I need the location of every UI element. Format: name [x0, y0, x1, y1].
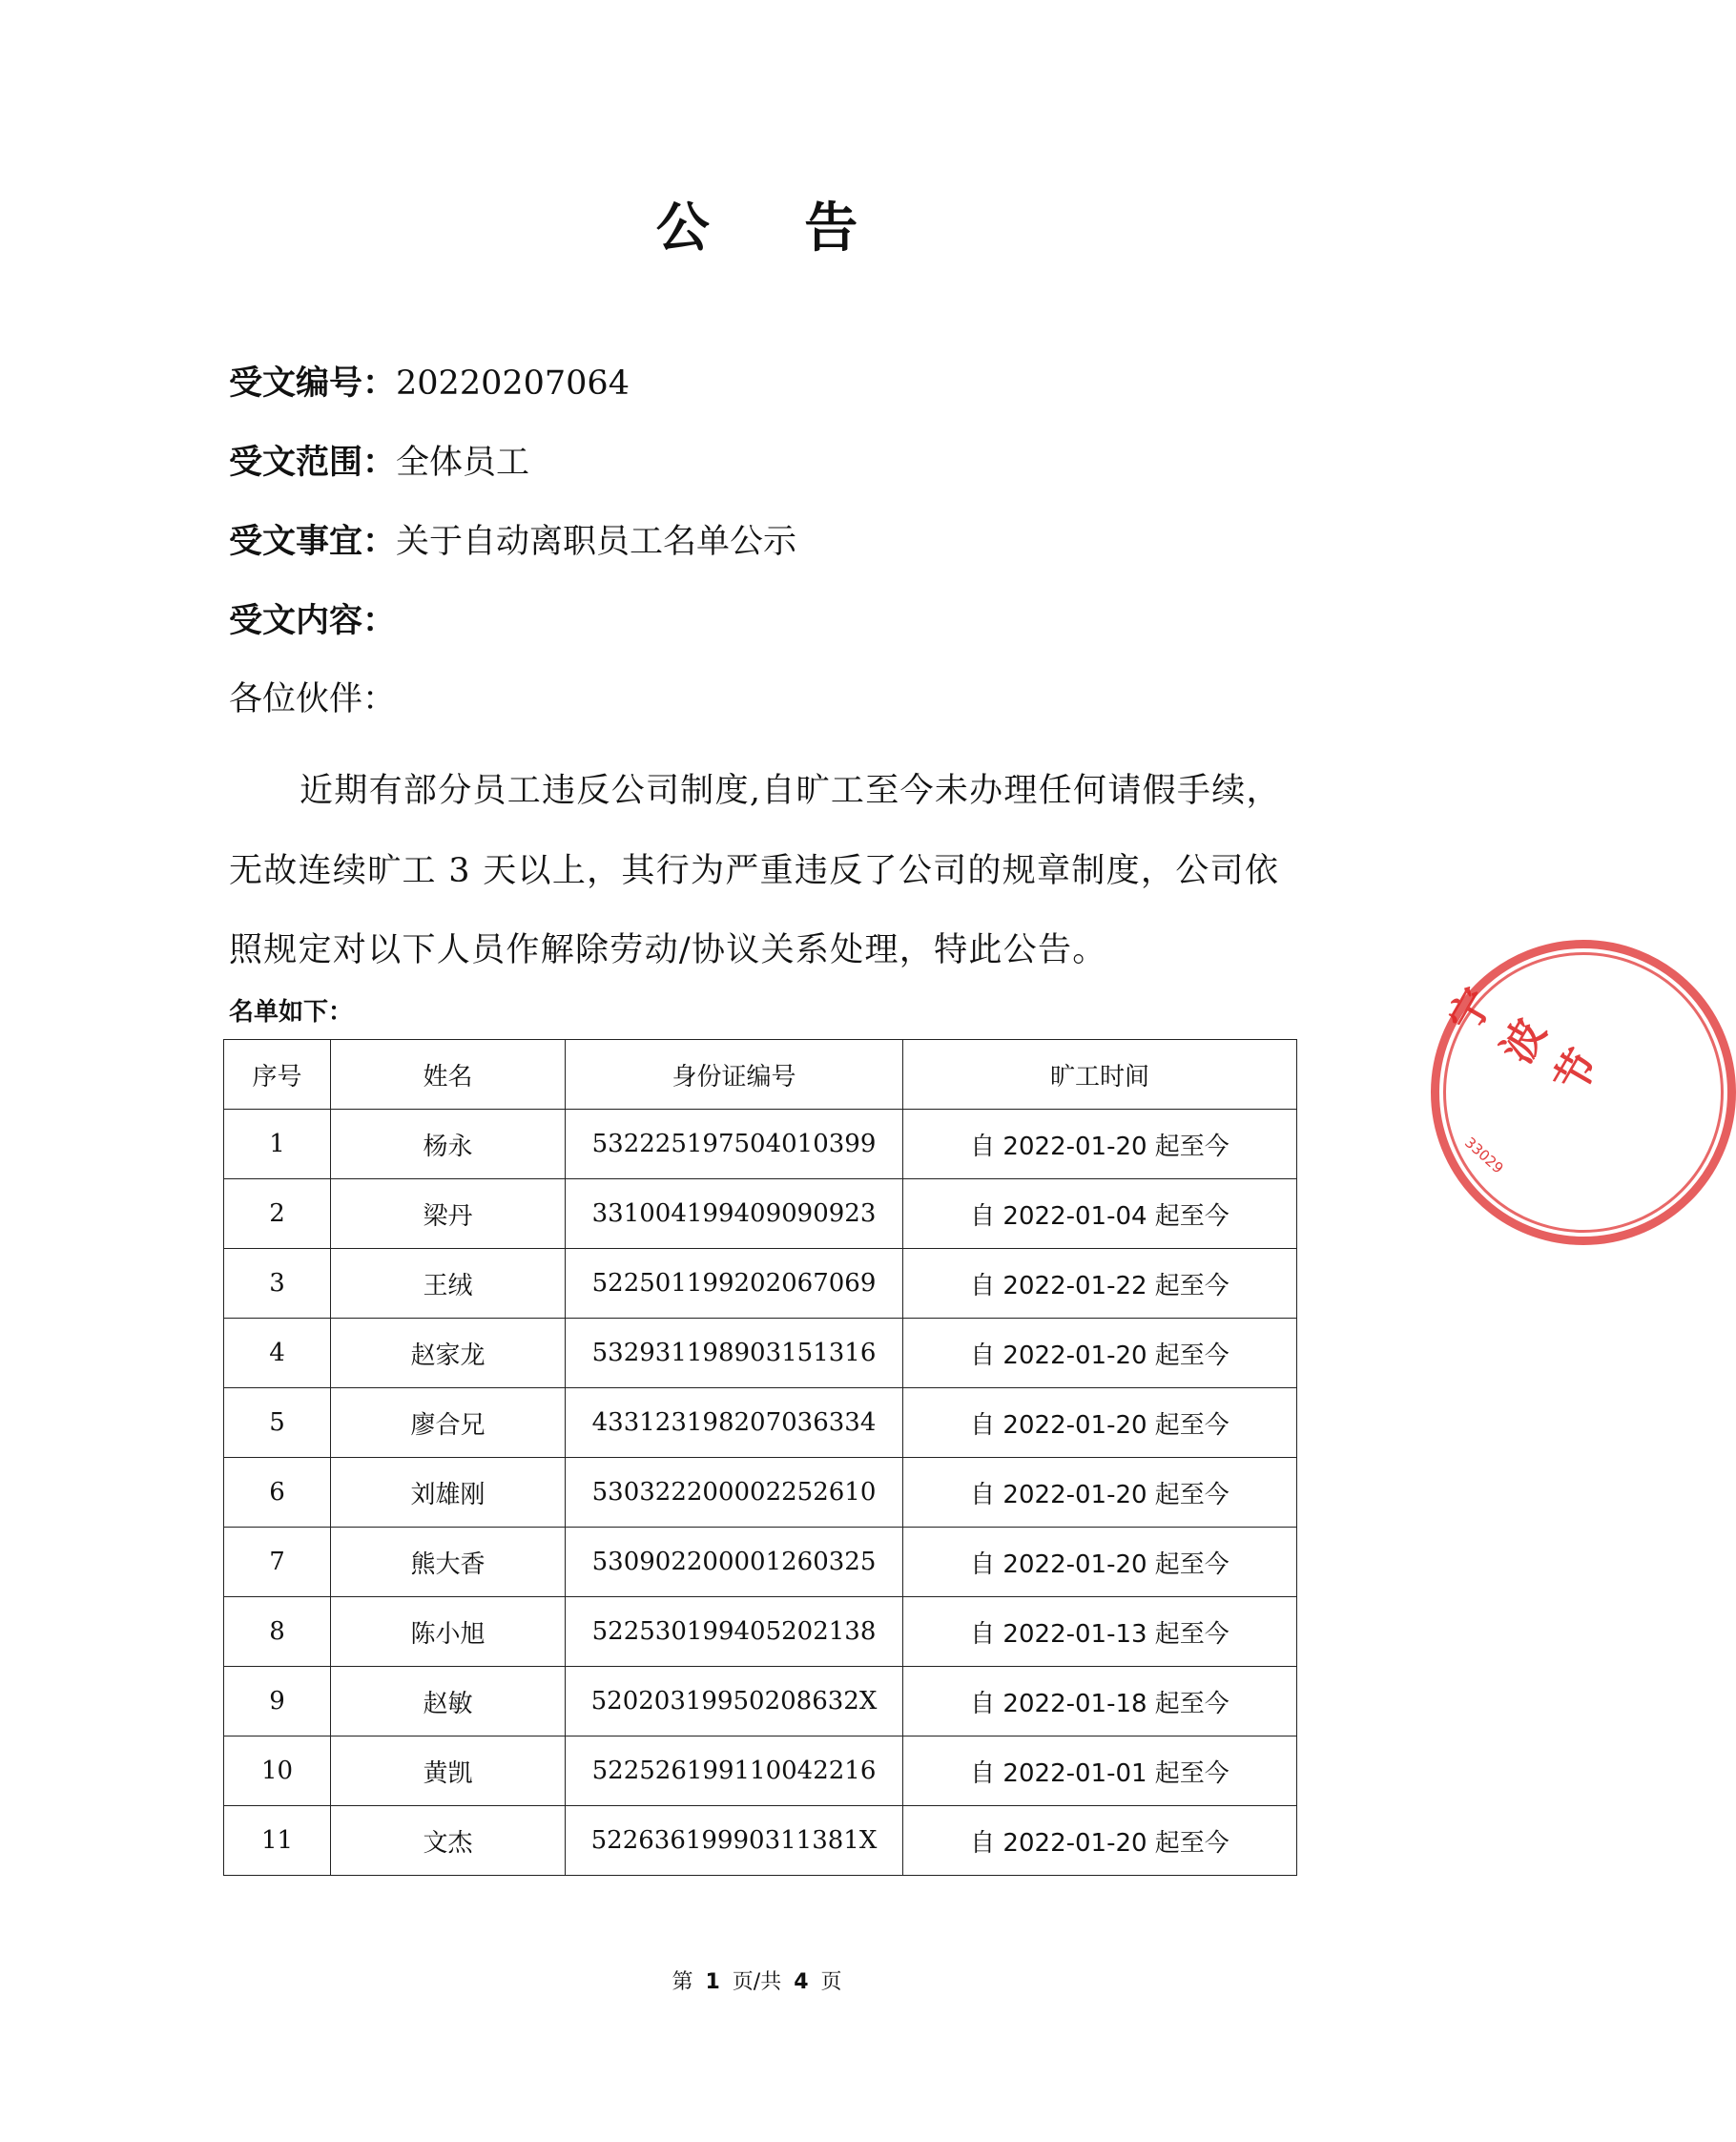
footer-prefix: 第	[672, 1970, 693, 1994]
row-index: 10	[224, 1736, 331, 1806]
row-id-number: 532225197504010399	[566, 1110, 903, 1179]
row-id-number: 532931198903151316	[566, 1319, 903, 1388]
row-name: 杨永	[331, 1110, 566, 1179]
row-id-number: 530322200002252610	[566, 1458, 903, 1528]
page-title: 公 告	[655, 198, 897, 260]
row-id-number: 522526199110042216	[566, 1736, 903, 1806]
row-name: 刘雄刚	[331, 1458, 566, 1528]
document-scope-value: 全体员工	[396, 444, 530, 482]
row-absence-time: 自 2022-01-20 起至今	[903, 1528, 1297, 1597]
table-row	[224, 1388, 1297, 1458]
header-index: 序号	[224, 1040, 331, 1110]
document-matter-value: 关于自动离职员工名单公示	[396, 523, 797, 561]
row-absence-time: 自 2022-01-22 起至今	[903, 1249, 1297, 1319]
footer-suffix: 页	[820, 1970, 842, 1994]
row-name: 赵家龙	[331, 1319, 566, 1388]
row-id-number: 52020319950208632X	[566, 1667, 903, 1736]
table-row	[224, 1319, 1297, 1388]
table-row	[224, 1179, 1297, 1249]
row-id-number: 433123198207036334	[566, 1388, 903, 1458]
row-name: 赵敏	[331, 1667, 566, 1736]
footer-page-total: 4	[794, 1970, 809, 1994]
document-content-label: 受文内容：	[229, 602, 397, 640]
row-absence-time: 自 2022-01-20 起至今	[903, 1110, 1297, 1179]
row-absence-time: 自 2022-01-13 起至今	[903, 1597, 1297, 1667]
company-seal-code: 33029	[1461, 1133, 1507, 1177]
document-scope-row	[229, 442, 529, 484]
document-matter-label: 受文事宜：	[229, 523, 397, 561]
row-index: 9	[224, 1667, 331, 1736]
table-row	[224, 1667, 1297, 1736]
row-index: 11	[224, 1806, 331, 1876]
footer-page-number: 1	[705, 1970, 720, 1994]
row-id-number: 522501199202067069	[566, 1249, 903, 1319]
row-absence-time: 自 2022-01-20 起至今	[903, 1319, 1297, 1388]
row-name: 廖合兄	[331, 1388, 566, 1458]
row-absence-time: 自 2022-01-04 起至今	[903, 1179, 1297, 1249]
table-row	[224, 1806, 1297, 1876]
row-id-number: 52263619990311381X	[566, 1806, 903, 1876]
row-index: 1	[224, 1110, 331, 1179]
row-name: 黄凯	[331, 1736, 566, 1806]
row-absence-time: 自 2022-01-20 起至今	[903, 1458, 1297, 1528]
document-number-label: 受文编号：	[229, 364, 397, 403]
row-absence-time: 自 2022-01-20 起至今	[903, 1806, 1297, 1876]
greeting: 各位伙伴：	[229, 680, 397, 718]
document-number-row	[229, 363, 630, 405]
row-index: 5	[224, 1388, 331, 1458]
row-index: 4	[224, 1319, 331, 1388]
table-row	[224, 1458, 1297, 1528]
row-index: 2	[224, 1179, 331, 1249]
header-absence-time: 旷工时间	[903, 1040, 1297, 1110]
row-id-number: 331004199409090923	[566, 1179, 903, 1249]
header-id-number: 身份证编号	[566, 1040, 903, 1110]
row-name: 王绒	[331, 1249, 566, 1319]
row-index: 6	[224, 1458, 331, 1528]
company-seal-text: 宁波节	[1439, 980, 1609, 1102]
table-row	[224, 1528, 1297, 1597]
row-name: 梁丹	[331, 1179, 566, 1249]
page-footer	[0, 1965, 1514, 1995]
table-row	[224, 1249, 1297, 1319]
notice-body: 近期有部分员工违反公司制度,自旷工至今未办理任何请假手续，无故连续旷工 3 天以上，其行为严重违反了公司的规章制度，公司依照规定对以下人员作解除劳动/协议关系处理，特此公告。	[229, 772, 1281, 969]
row-name: 陈小旭	[331, 1597, 566, 1667]
document-content-row	[229, 600, 396, 642]
row-absence-time: 自 2022-01-20 起至今	[903, 1388, 1297, 1458]
header-name: 姓名	[331, 1040, 566, 1110]
row-index: 3	[224, 1249, 331, 1319]
table-row	[224, 1110, 1297, 1179]
list-title: 名单如下：	[229, 998, 354, 1027]
row-id-number: 522530199405202138	[566, 1597, 903, 1667]
row-id-number: 530902200001260325	[566, 1528, 903, 1597]
table-row	[224, 1597, 1297, 1667]
row-name: 文杰	[331, 1806, 566, 1876]
row-absence-time: 自 2022-01-18 起至今	[903, 1667, 1297, 1736]
document-scope-label: 受文范围：	[229, 444, 397, 482]
table-header-row	[224, 1040, 1297, 1110]
footer-middle: 页/共	[732, 1970, 782, 1994]
employee-table	[223, 1039, 1297, 1876]
row-index: 8	[224, 1597, 331, 1667]
table-row	[224, 1736, 1297, 1806]
row-index: 7	[224, 1528, 331, 1597]
document-number-value: 20220207064	[396, 364, 630, 403]
row-absence-time: 自 2022-01-01 起至今	[903, 1736, 1297, 1806]
row-name: 熊大香	[331, 1528, 566, 1597]
document-matter-row	[229, 521, 796, 563]
